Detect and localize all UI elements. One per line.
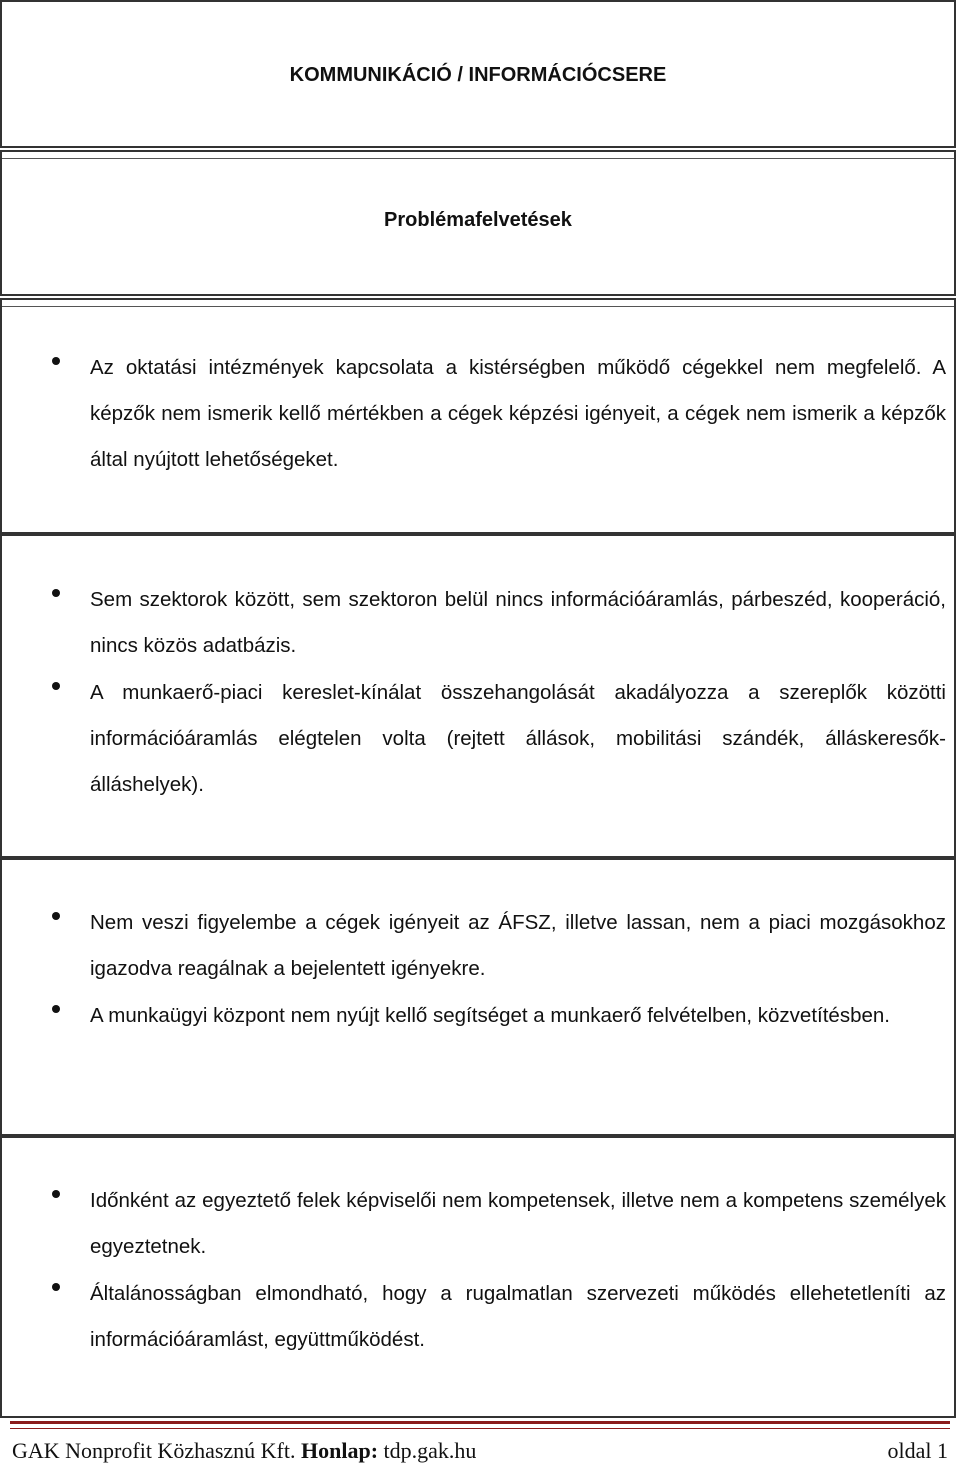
bullet-icon <box>52 1005 60 1013</box>
problem-section-4 <box>0 1136 956 1418</box>
bullet-icon <box>52 912 60 920</box>
footer-page-number: oldal 1 <box>887 1438 948 1463</box>
list-item <box>52 1271 946 1363</box>
list-item-text: Az oktatási intézmények kapcsolata a kistérségben működő cégekkel nem megfelelő. A képzők nem ismerik kellő mértékben a cégek képzési igényeit, a cégek nem ismerik a képzők által nyújtott lehetőségeket. <box>90 356 946 471</box>
list-item-text: Időnként az egyeztető felek képviselői nem kompetensek, illetve nem a kompetens személyek egyeztetnek. <box>90 1189 946 1258</box>
list-item <box>52 993 946 1039</box>
bullet-icon <box>52 589 60 597</box>
list-item-text: Általánosságban elmondható, hogy a rugalmatlan szervezeti működés ellehetetleníti az információáramlást, együttműködést. <box>90 1282 946 1351</box>
list-item <box>52 670 946 808</box>
list-item <box>52 577 946 669</box>
footer-left <box>12 1438 476 1464</box>
page-title: KOMMUNIKÁCIÓ / INFORMÁCIÓCSERE <box>289 64 667 86</box>
list-item-text: A munkaerő-piaci kereslet-kínálat összehangolását akadályozza a szereplők közötti információáramlás elégtelen volta (rejtett állások, mobilitási szándék, álláskeresők-álláshelyek). <box>90 681 946 796</box>
bullet-icon <box>52 357 60 365</box>
footer-divider-thin <box>10 1428 950 1429</box>
problem-section-3 <box>0 858 956 1136</box>
list-item-text: Nem veszi figyelembe a cégek igényeit az ÁFSZ, illetve lassan, nem a piaci mozgásokhoz igazodva reagálnak a bejelentett igényekre. <box>90 911 946 980</box>
list-item-text: A munkaügyi központ nem nyújt kellő segítséget a munkaerő felvételben, közvetítésben. <box>90 1004 890 1027</box>
section-heading: Problémafelvetések <box>384 209 572 231</box>
subtitle-box <box>0 150 956 296</box>
title-box <box>0 0 956 148</box>
list-item-text: Sem szektorok között, sem szektoron belül nincs információáramlás, párbeszéd, kooperáció, nincs közös adatbázis. <box>90 588 946 657</box>
footer-homepage-link[interactable]: tdp.gak.hu <box>383 1438 477 1463</box>
footer-divider <box>10 1421 950 1424</box>
footer-org: GAK Nonprofit Közhasznú Kft. <box>12 1438 296 1463</box>
list-item <box>52 345 946 483</box>
bullet-icon <box>52 682 60 690</box>
problem-section-2 <box>0 534 956 858</box>
bullet-icon <box>52 1190 60 1198</box>
bullet-icon <box>52 1283 60 1291</box>
list-item <box>52 900 946 992</box>
footer-homepage-label: Honlap: <box>301 1438 379 1463</box>
list-item <box>52 1178 946 1270</box>
problem-section-1 <box>0 298 956 534</box>
